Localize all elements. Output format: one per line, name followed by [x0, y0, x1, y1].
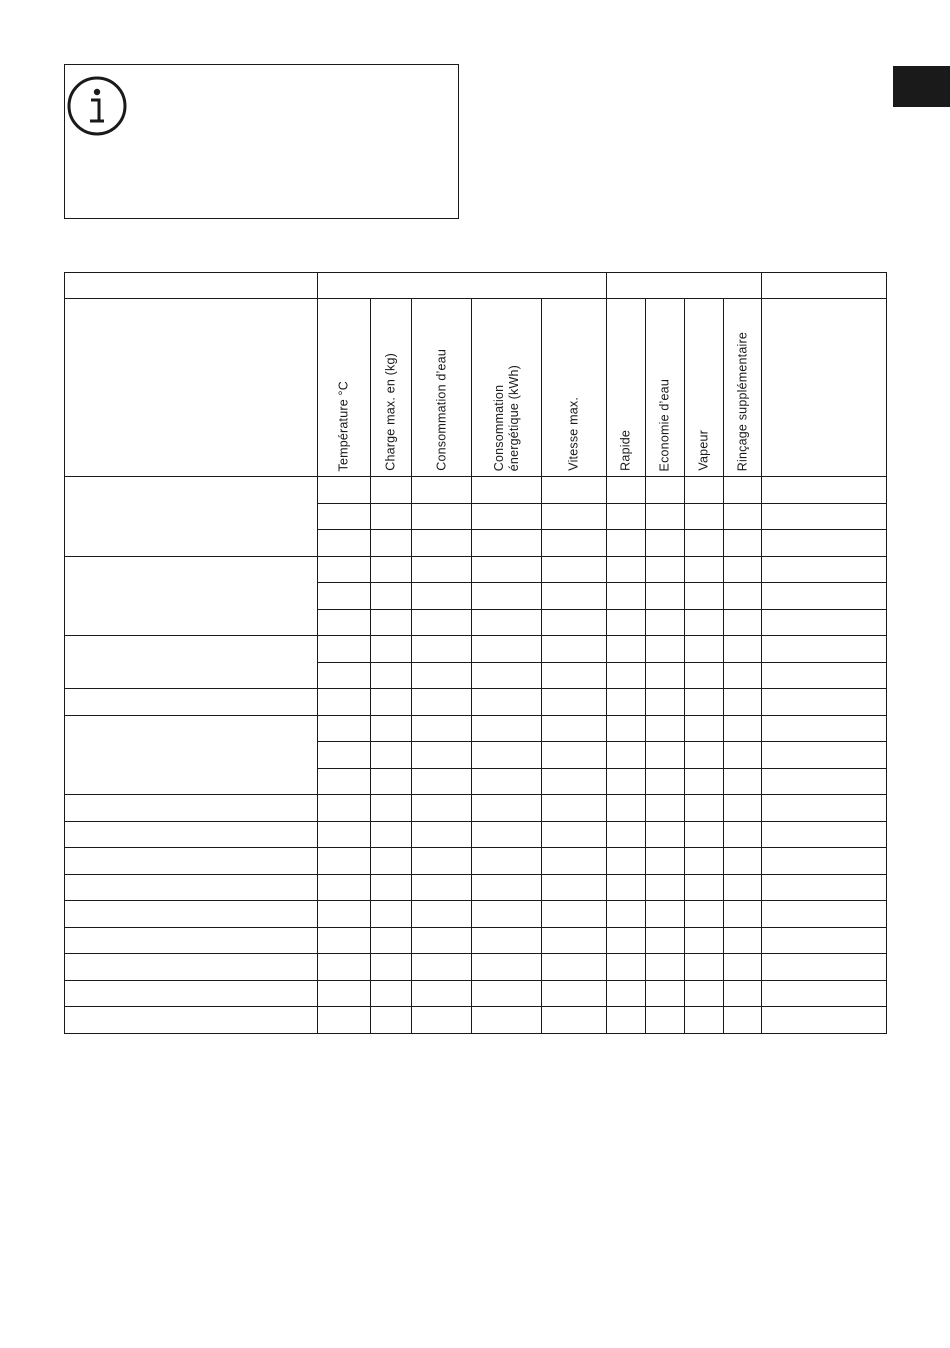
table-cell — [762, 1007, 887, 1034]
header-max-speed: Vitesse max. — [542, 299, 607, 477]
table-cell — [685, 980, 724, 1007]
table-body — [65, 477, 887, 1034]
table-cell — [371, 636, 412, 663]
table-cell — [762, 768, 887, 795]
table-cell — [472, 795, 542, 822]
header-energy-consumption: Consommation énergétique (kWh) — [472, 299, 542, 477]
programme-name-cell — [65, 1007, 318, 1034]
options-group-cell — [607, 273, 762, 299]
table-cell — [762, 901, 887, 928]
table-cell — [318, 1007, 371, 1034]
group-header-row — [65, 273, 887, 299]
table-cell — [646, 477, 685, 504]
table-cell — [542, 848, 607, 875]
table-cell — [318, 583, 371, 610]
table-cell — [412, 980, 472, 1007]
table-cell — [542, 1007, 607, 1034]
table-cell — [607, 901, 646, 928]
table-cell — [542, 927, 607, 954]
table-cell — [542, 954, 607, 981]
table-cell — [318, 742, 371, 769]
table-cell — [472, 742, 542, 769]
table-cell — [318, 821, 371, 848]
table-row — [65, 901, 887, 928]
table-cell — [607, 821, 646, 848]
table-cell — [371, 556, 412, 583]
table-cell — [542, 715, 607, 742]
table-cell — [646, 583, 685, 610]
table-cell — [371, 768, 412, 795]
extra-group-cell — [762, 273, 887, 299]
table-cell — [685, 556, 724, 583]
programme-name-cell — [65, 795, 318, 822]
table-cell — [542, 477, 607, 504]
table-cell — [724, 768, 762, 795]
table-cell — [472, 1007, 542, 1034]
table-cell — [412, 795, 472, 822]
table-cell — [607, 662, 646, 689]
programme-name-cell — [65, 689, 318, 716]
table-cell — [318, 477, 371, 504]
table-cell — [607, 530, 646, 557]
table-cell — [542, 742, 607, 769]
table-cell — [685, 768, 724, 795]
table-row — [65, 477, 887, 504]
header-extra-rinse: Rinçage supplémentaire — [724, 299, 762, 477]
table-cell — [371, 848, 412, 875]
table-cell — [607, 742, 646, 769]
table-cell — [412, 609, 472, 636]
table-cell — [472, 715, 542, 742]
table-cell — [542, 503, 607, 530]
table-cell — [607, 980, 646, 1007]
table-cell — [762, 503, 887, 530]
table-cell — [318, 980, 371, 1007]
table-cell — [685, 742, 724, 769]
table-cell — [472, 768, 542, 795]
programme-name-cell — [65, 954, 318, 981]
table-cell — [607, 768, 646, 795]
table-cell — [646, 662, 685, 689]
table-cell — [412, 927, 472, 954]
table-cell — [318, 768, 371, 795]
table-cell — [371, 609, 412, 636]
programme-name-cell — [65, 901, 318, 928]
column-header-row — [65, 299, 887, 477]
table-cell — [412, 1007, 472, 1034]
header-water-saving: Economie d’eau — [646, 299, 685, 477]
header-max-load: Charge max. en (kg) — [371, 299, 412, 477]
table-cell — [607, 503, 646, 530]
table-cell — [371, 689, 412, 716]
table-cell — [685, 503, 724, 530]
table-cell — [724, 848, 762, 875]
table-cell — [646, 821, 685, 848]
table-cell — [724, 901, 762, 928]
table-cell — [371, 530, 412, 557]
table-cell — [412, 848, 472, 875]
table-cell — [371, 715, 412, 742]
table-row — [65, 1007, 887, 1034]
table-cell — [762, 821, 887, 848]
table-cell — [412, 742, 472, 769]
table-cell — [472, 848, 542, 875]
table-cell — [371, 583, 412, 610]
table-cell — [762, 848, 887, 875]
table-cell — [646, 636, 685, 663]
table-cell — [607, 556, 646, 583]
table-cell — [371, 901, 412, 928]
table-row — [65, 689, 887, 716]
table-cell — [371, 821, 412, 848]
table-cell — [685, 795, 724, 822]
table-cell — [762, 662, 887, 689]
info-box — [64, 64, 459, 219]
table-cell — [685, 1007, 724, 1034]
table-cell — [472, 954, 542, 981]
table-cell — [646, 530, 685, 557]
table-cell — [371, 477, 412, 504]
table-cell — [724, 821, 762, 848]
table-cell — [685, 715, 724, 742]
language-tab — [893, 66, 950, 107]
table-cell — [371, 662, 412, 689]
values-group-cell — [318, 273, 607, 299]
table-cell — [371, 927, 412, 954]
table-cell — [318, 503, 371, 530]
header-extra-cell — [762, 299, 887, 477]
programme-name-cell — [65, 636, 318, 689]
table-cell — [412, 901, 472, 928]
programme-group-cell — [65, 273, 318, 299]
table-cell — [646, 715, 685, 742]
table-cell — [762, 636, 887, 663]
table-cell — [318, 609, 371, 636]
table-cell — [646, 901, 685, 928]
table-cell — [318, 848, 371, 875]
table-row — [65, 848, 887, 875]
table-cell — [762, 477, 887, 504]
table-cell — [685, 530, 724, 557]
table-cell — [685, 583, 724, 610]
table-cell — [318, 662, 371, 689]
table-cell — [724, 742, 762, 769]
table-cell — [412, 556, 472, 583]
table-cell — [762, 556, 887, 583]
table-cell — [685, 477, 724, 504]
table-cell — [412, 636, 472, 663]
table-cell — [724, 503, 762, 530]
table-cell — [542, 556, 607, 583]
table-cell — [724, 530, 762, 557]
table-cell — [318, 689, 371, 716]
table-cell — [646, 927, 685, 954]
table-cell — [724, 715, 762, 742]
table-row — [65, 980, 887, 1007]
table-cell — [762, 927, 887, 954]
table-cell — [542, 821, 607, 848]
table-cell — [318, 954, 371, 981]
programme-name-cell — [65, 874, 318, 901]
table-cell — [724, 477, 762, 504]
table-cell — [762, 583, 887, 610]
table-row — [65, 795, 887, 822]
table-cell — [472, 927, 542, 954]
table-cell — [472, 503, 542, 530]
table-row — [65, 874, 887, 901]
table-cell — [318, 530, 371, 557]
table-cell — [646, 768, 685, 795]
table-cell — [724, 609, 762, 636]
table-cell — [318, 556, 371, 583]
table-row — [65, 821, 887, 848]
table-cell — [371, 1007, 412, 1034]
table-cell — [685, 689, 724, 716]
table-cell — [371, 742, 412, 769]
table-cell — [542, 636, 607, 663]
table-cell — [472, 636, 542, 663]
table-cell — [318, 901, 371, 928]
table-cell — [685, 609, 724, 636]
table-cell — [646, 980, 685, 1007]
table-cell — [724, 980, 762, 1007]
table-cell — [646, 954, 685, 981]
table-cell — [724, 1007, 762, 1034]
table-cell — [542, 609, 607, 636]
programme-table — [64, 272, 887, 1034]
header-quick: Rapide — [607, 299, 646, 477]
table-cell — [646, 1007, 685, 1034]
table-cell — [685, 874, 724, 901]
table-cell — [724, 927, 762, 954]
table-cell — [724, 689, 762, 716]
table-cell — [412, 689, 472, 716]
table-cell — [607, 689, 646, 716]
table-cell — [318, 795, 371, 822]
table-cell — [412, 662, 472, 689]
table-cell — [542, 768, 607, 795]
table-cell — [472, 530, 542, 557]
table-row — [65, 556, 887, 583]
programme-name-cell — [65, 556, 318, 636]
table-cell — [542, 980, 607, 1007]
table-cell — [762, 689, 887, 716]
table-cell — [762, 795, 887, 822]
table-cell — [724, 662, 762, 689]
table-cell — [762, 530, 887, 557]
table-cell — [607, 874, 646, 901]
table-row — [65, 636, 887, 663]
table-cell — [412, 503, 472, 530]
table-cell — [472, 874, 542, 901]
table-cell — [371, 795, 412, 822]
table-row — [65, 954, 887, 981]
table-cell — [412, 874, 472, 901]
table-cell — [607, 795, 646, 822]
header-steam: Vapeur — [685, 299, 724, 477]
table-cell — [724, 954, 762, 981]
programme-name-cell — [65, 848, 318, 875]
table-row — [65, 715, 887, 742]
table-cell — [646, 742, 685, 769]
table-cell — [685, 901, 724, 928]
table-cell — [371, 503, 412, 530]
table-cell — [607, 609, 646, 636]
table-cell — [542, 530, 607, 557]
table-cell — [318, 927, 371, 954]
table-cell — [412, 530, 472, 557]
table-cell — [542, 689, 607, 716]
table-cell — [542, 662, 607, 689]
table-cell — [762, 980, 887, 1007]
table-row — [65, 927, 887, 954]
table-cell — [542, 874, 607, 901]
table-cell — [685, 636, 724, 663]
table-cell — [412, 477, 472, 504]
table-cell — [607, 954, 646, 981]
table-cell — [412, 821, 472, 848]
table-cell — [472, 901, 542, 928]
table-cell — [646, 503, 685, 530]
table-cell — [542, 901, 607, 928]
table-cell — [472, 662, 542, 689]
table-cell — [762, 609, 887, 636]
table-cell — [472, 980, 542, 1007]
table-cell — [412, 954, 472, 981]
header-water-consumption: Consommation d’eau — [412, 299, 472, 477]
table-cell — [318, 636, 371, 663]
table-cell — [646, 556, 685, 583]
table-cell — [646, 848, 685, 875]
table-cell — [607, 848, 646, 875]
table-cell — [724, 636, 762, 663]
table-cell — [646, 609, 685, 636]
table-cell — [607, 927, 646, 954]
table-cell — [646, 795, 685, 822]
table-cell — [646, 689, 685, 716]
table-cell — [607, 636, 646, 663]
table-cell — [371, 874, 412, 901]
table-cell — [685, 927, 724, 954]
table-cell — [685, 662, 724, 689]
table-cell — [318, 874, 371, 901]
table-cell — [472, 556, 542, 583]
table-cell — [318, 715, 371, 742]
table-cell — [607, 1007, 646, 1034]
table-cell — [472, 477, 542, 504]
table-cell — [762, 874, 887, 901]
table-cell — [607, 583, 646, 610]
table-cell — [685, 848, 724, 875]
table-cell — [685, 954, 724, 981]
programme-name-cell — [65, 927, 318, 954]
table-cell — [412, 768, 472, 795]
programme-name-cell — [65, 477, 318, 557]
table-cell — [724, 795, 762, 822]
info-circle-icon — [67, 76, 127, 136]
table-cell — [724, 874, 762, 901]
programme-name-cell — [65, 980, 318, 1007]
table-cell — [412, 583, 472, 610]
programme-header-cell — [65, 299, 318, 477]
table-cell — [472, 609, 542, 636]
programme-name-cell — [65, 821, 318, 848]
table-cell — [724, 556, 762, 583]
table-cell — [685, 821, 724, 848]
table-cell — [607, 477, 646, 504]
table-cell — [646, 874, 685, 901]
header-temperature: Température °C — [318, 299, 371, 477]
table-cell — [607, 715, 646, 742]
table-cell — [724, 583, 762, 610]
table-cell — [472, 689, 542, 716]
table-cell — [542, 583, 607, 610]
table-cell — [762, 715, 887, 742]
table-cell — [371, 954, 412, 981]
table-cell — [762, 954, 887, 981]
table-cell — [472, 821, 542, 848]
table-cell — [412, 715, 472, 742]
table-cell — [472, 583, 542, 610]
table-cell — [542, 795, 607, 822]
programme-name-cell — [65, 715, 318, 795]
table-cell — [762, 742, 887, 769]
table-cell — [371, 980, 412, 1007]
